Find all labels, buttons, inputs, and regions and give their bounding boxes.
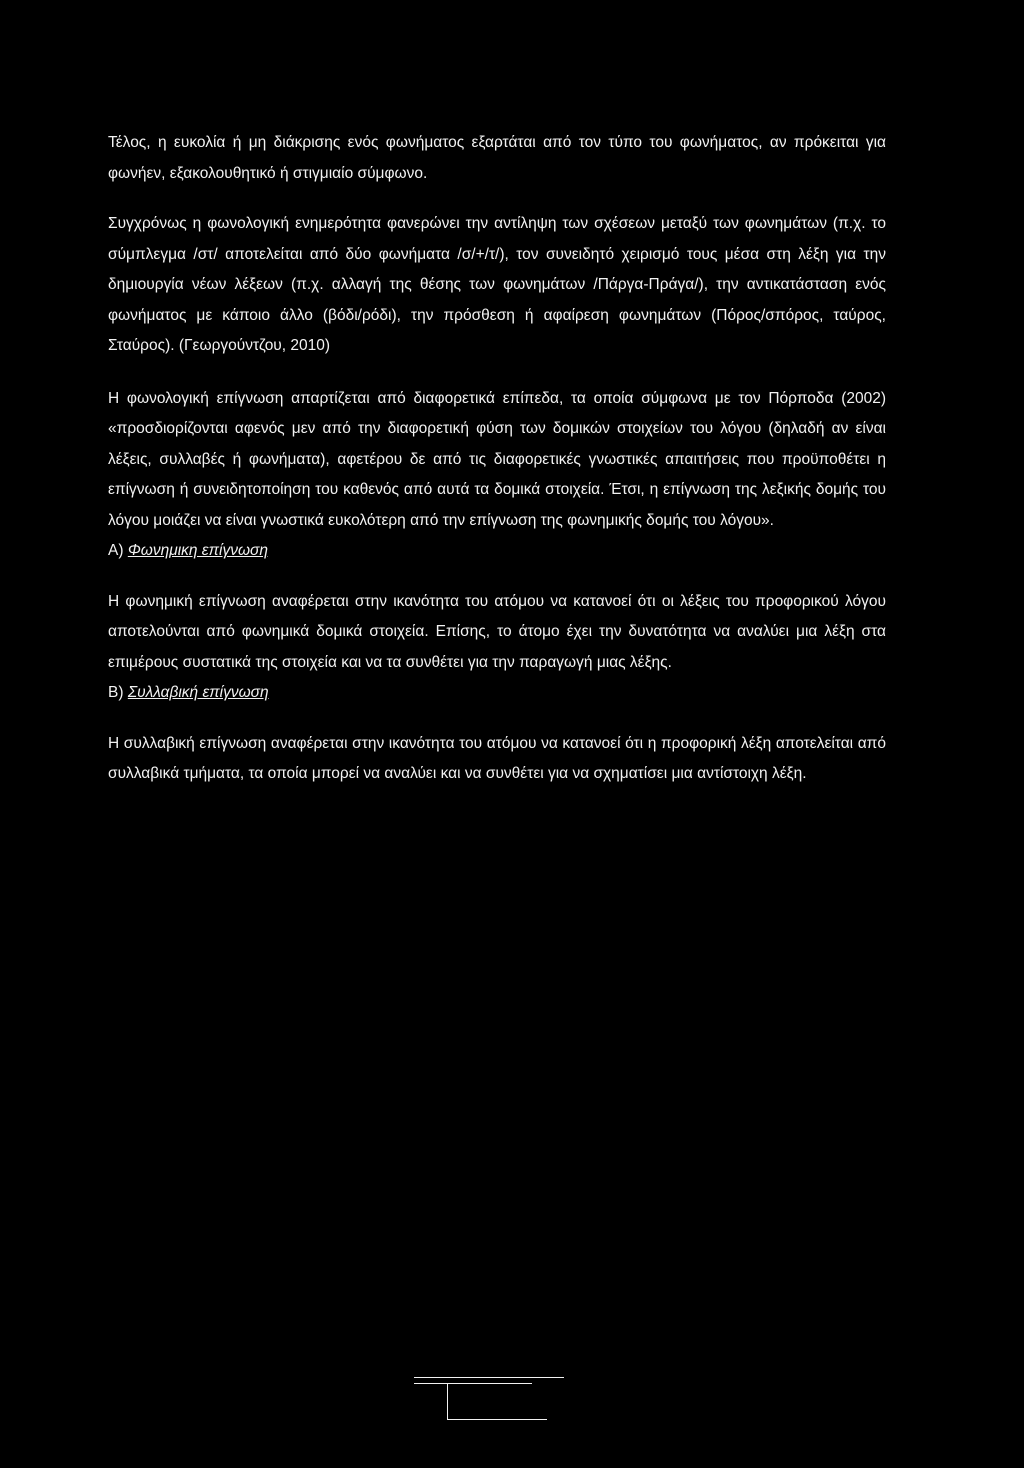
paragraph-2: Συγχρόνως η φωνολογική ενημερότητα φανερώνει την αντίληψη των σχέσεων μεταξύ των φωνημάτων (π.χ. το σύμπλεγμα /στ/ αποτελείται από δύο φωνήματα /σ/+/τ/), τον συνειδητό χειρισμό τους μέσα στη λέξη για την δημιουργία νέων λέξεων (π.χ. αλλαγή της θέσης των φωνημάτων /Πάργα-Πράγα/), την αντικατάσταση ενός φωνήματος με κάποιο άλλο (βόδι/ρόδι), την πρόσθεση ή αφαίρεση φωνημάτων (Πόρος/σπόρος, ταύρος, Σταύρος). (Γεωργούντζου, 2010) [108, 215, 886, 354]
paragraph-5: Η συλλαβική επίγνωση αναφέρεται στην ικανότητα του ατόμου να κατανοεί ότι η προφορική λέξη αποτελείται από συλλαβικά τμήματα, τα οποία μπορεί να αναλύει και να συνθέτει για να σχηματίσει μια αντίστοιχη λέξη. [108, 734, 886, 782]
paragraph-1: Τέλος, η ευκολία ή μη διάκρισης ενός φωνήματος εξαρτάται από τον τύπο του φωνήματος, αν πρόκειται για φωνήεν, εξακολουθητικό ή στιγμιαίο σύμφωνο. [108, 134, 886, 182]
section-heading-a-title: Φωνημικη επίγνωση [127, 542, 268, 559]
footer-line-bottom [447, 1419, 547, 1420]
footer-line-top-short [414, 1383, 532, 1384]
section-heading-a-prefix: Α) [108, 542, 124, 559]
paragraph-3: Η φωνολογική επίγνωση απαρτίζεται από διαφορετικά επίπεδα, τα οποία σύμφωνα με τον Πόρποδα (2002) «προσδιορίζονται αφενός μεν από την διαφορετική φύση των δομικών στοιχείων του λόγου (δηλαδή αν είναι λέξεις, συλλαβές ή φωνήματα), αφετέρου δε από τις διαφορετικές γνωστικές απαιτήσεις που προϋποθέτει η επίγνωση ή συνειδητοποίηση του καθενός από αυτά τα δομικά στοιχεία. Έτσι, η επίγνωση της λεξικής δομής του λόγου μοιάζει να είναι γνωστικά ευκολότερη από την επίγνωση της φωνημικής δομής του λόγου». [108, 389, 886, 529]
section-heading-b-title: Συλλαβική επίγνωση [127, 684, 269, 701]
section-heading-b [108, 678, 886, 709]
footer-line-top [414, 1377, 564, 1378]
section-heading-a [108, 536, 886, 567]
paragraph-4: Η φωνημική επίγνωση αναφέρεται στην ικανότητα του ατόμου να κατανοεί ότι οι λέξεις του προφορικού λόγου αποτελούνται από φωνημικά δομικά στοιχεία. Επίσης, το άτομο έχει την δυνατότητα να αναλύει μια λέξη στα επιμέρους συστατικά της στοιχεία και να τα συνθέτει για την παραγωγή μιας λέξης. [108, 592, 886, 671]
document-body [108, 128, 886, 790]
footer-line-vertical [447, 1383, 448, 1419]
section-heading-b-prefix: Β) [108, 684, 124, 701]
